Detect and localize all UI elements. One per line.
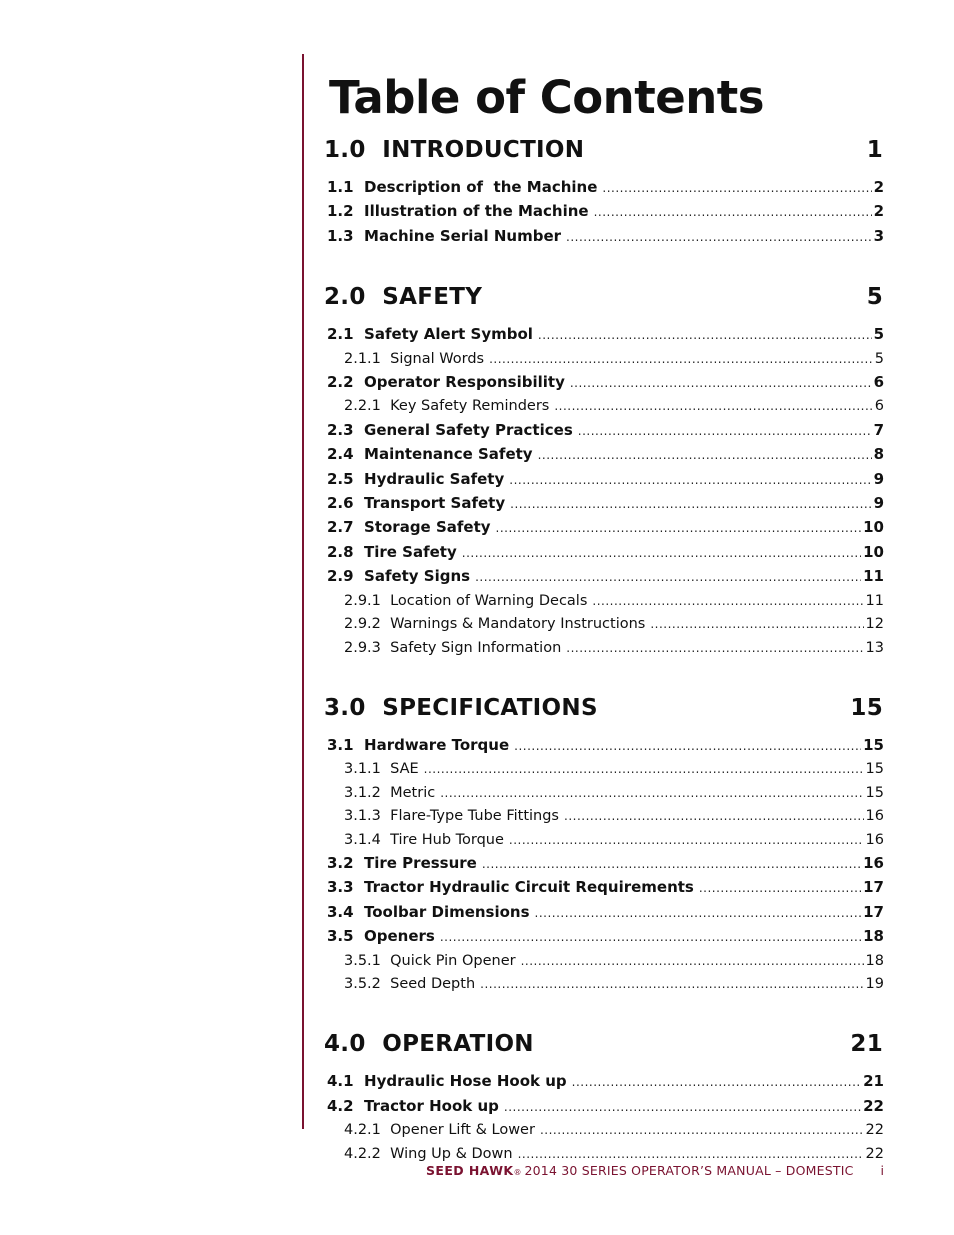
toc-entry-label: 2.9 Safety Signs	[327, 567, 471, 586]
dot-leader	[592, 590, 863, 613]
toc-entry-label: 2.2.1 Key Safety Reminders	[344, 398, 550, 415]
footer-brand: SEED HAWK	[426, 1163, 514, 1178]
toc-entry-page: 16	[865, 831, 884, 848]
toc-entry-label: 3.1.1 SAE	[344, 761, 419, 778]
section-heading-label: 2.0 SAFETY	[324, 284, 483, 311]
dot-leader	[510, 493, 871, 516]
toc-entry-label: 3.4 Toolbar Dimensions	[327, 902, 530, 921]
dot-leader	[650, 613, 863, 636]
toc-subentry[interactable]	[324, 1119, 884, 1142]
toc-entry-label: 3.5 Openers	[327, 927, 435, 946]
toc-entry[interactable]	[324, 876, 884, 900]
dot-leader	[440, 926, 861, 949]
dot-leader	[566, 637, 863, 660]
toc-entry[interactable]	[324, 925, 884, 949]
dot-leader	[521, 950, 864, 973]
section-heading-page: 21	[850, 1031, 883, 1058]
dot-leader	[540, 1119, 864, 1142]
toc-entry-label: 2.4 Maintenance Safety	[327, 445, 533, 464]
toc-entry-label: 2.8 Tire Safety	[327, 542, 457, 561]
toc-entry-page: 10	[863, 542, 884, 561]
toc-subentry[interactable]	[324, 637, 884, 660]
toc-entry-label: 3.5.2 Seed Depth	[344, 975, 476, 992]
toc-entry-label: 4.1 Hydraulic Hose Hook up	[327, 1072, 567, 1091]
toc-entry[interactable]	[324, 443, 884, 467]
toc-entry-page: 7	[873, 420, 884, 439]
toc-subentry[interactable]	[324, 758, 884, 781]
toc-entry[interactable]	[324, 852, 884, 876]
toc-entry-label: 2.1 Safety Alert Symbol	[327, 325, 533, 344]
section-heading-page: 15	[850, 694, 883, 721]
toc-entry-label: 3.1.2 Metric	[344, 784, 436, 801]
toc-subentry[interactable]	[324, 782, 884, 805]
toc-entry[interactable]	[324, 541, 884, 565]
toc-entry-page: 18	[865, 952, 884, 969]
toc-entry-label: 2.6 Transport Safety	[327, 494, 506, 513]
toc-entry-page: 21	[863, 1072, 884, 1091]
toc-entry-label: 3.5.1 Quick Pin Opener	[344, 952, 516, 969]
toc-subentry[interactable]	[324, 590, 884, 613]
dot-leader	[564, 805, 864, 828]
toc-entry-page: 6	[873, 373, 884, 392]
dot-leader	[504, 1096, 861, 1119]
toc-entry-page: 2	[873, 178, 884, 196]
section-heading-page: 5	[866, 284, 883, 311]
toc-entry-page: 17	[863, 902, 884, 921]
toc-entry-label: 2.9.2 Warnings & Mandatory Instructions	[344, 616, 646, 633]
toc-entry-page: 15	[865, 761, 884, 778]
left-margin-rule	[302, 54, 304, 1129]
section-heading[interactable]	[324, 282, 884, 312]
toc-entry-page: 17	[863, 878, 884, 897]
toc-entry-page: 11	[865, 592, 884, 609]
dot-leader	[570, 372, 872, 395]
dot-leader	[475, 566, 861, 589]
dot-leader	[482, 853, 861, 876]
dot-leader	[424, 758, 864, 781]
toc-entry-label: 4.2.2 Wing Up & Down	[344, 1145, 513, 1162]
toc-entry-label: 4.2.1 Opener Lift & Lower	[344, 1122, 535, 1139]
toc-entry-page: 12	[865, 616, 884, 633]
toc-entry[interactable]	[324, 225, 884, 249]
section-heading[interactable]	[324, 135, 884, 165]
toc-entry-label: 3.1 Hardware Torque	[327, 735, 510, 754]
dot-leader	[489, 348, 873, 371]
toc-entry[interactable]	[324, 1095, 884, 1119]
toc-entry-page: 16	[865, 808, 884, 825]
toc-entry[interactable]	[324, 516, 884, 540]
page-title: Table of Contents	[329, 71, 765, 124]
toc-entry-label: 3.3 Tractor Hydraulic Circuit Requirements	[327, 878, 694, 897]
toc-entry-label: 3.1.4 Tire Hub Torque	[344, 831, 504, 848]
toc-entry-page: 6	[874, 398, 884, 415]
toc-entry[interactable]	[324, 176, 884, 200]
toc-entry-label: 2.3 General Safety Practices	[327, 420, 573, 439]
dot-leader	[509, 469, 871, 492]
toc-entry-label: 1.3 Machine Serial Number	[327, 226, 562, 245]
toc-entry[interactable]	[324, 468, 884, 492]
toc-entry[interactable]	[324, 200, 884, 224]
dot-leader	[594, 201, 872, 224]
dot-leader	[514, 735, 861, 758]
page-footer	[426, 1163, 884, 1178]
dot-leader	[462, 542, 861, 565]
toc-entry[interactable]	[324, 492, 884, 516]
toc-entry-page: 9	[873, 469, 884, 488]
toc-subentry[interactable]	[324, 829, 884, 852]
toc-entry[interactable]	[324, 1070, 884, 1094]
toc-entry-page: 3	[873, 226, 884, 245]
dot-leader	[480, 973, 863, 996]
toc-entry-page: 22	[863, 1096, 884, 1115]
toc-entry-page: 22	[865, 1145, 884, 1162]
toc-entry[interactable]	[324, 323, 884, 347]
toc-entry-label: 2.9.3 Safety Sign Information	[344, 639, 562, 656]
footer-page-number: i	[880, 1163, 884, 1178]
toc-entry-page: 15	[863, 735, 884, 754]
toc-entry-page: 2	[873, 202, 884, 221]
toc-entry[interactable]	[324, 565, 884, 589]
toc-entry-label: 1.1 Description of the Machine	[327, 178, 598, 196]
toc-subentry[interactable]	[324, 950, 884, 973]
toc-entry[interactable]	[324, 419, 884, 443]
dot-leader	[538, 324, 872, 347]
dot-leader	[535, 902, 862, 925]
dot-leader	[566, 226, 872, 249]
toc-entry-page: 18	[863, 927, 884, 946]
table-of-contents	[324, 135, 884, 1166]
toc-entry-label: 2.5 Hydraulic Safety	[327, 469, 505, 488]
toc-entry-page: 9	[873, 494, 884, 513]
dot-leader	[572, 1071, 861, 1094]
section-heading-label: 1.0 INTRODUCTION	[324, 137, 585, 163]
dot-leader	[699, 877, 861, 900]
section-heading-page: 1	[866, 137, 883, 163]
toc-entry-label: 2.7 Storage Safety	[327, 518, 491, 537]
dot-leader	[538, 444, 872, 467]
toc-entry-page: 16	[863, 853, 884, 872]
toc-entry-page: 22	[865, 1122, 884, 1139]
toc-entry-label: 3.2 Tire Pressure	[327, 853, 477, 872]
toc-entry-page: 15	[865, 784, 884, 801]
toc-subentry[interactable]	[324, 348, 884, 371]
section-heading[interactable]	[324, 693, 884, 723]
toc-entry-page: 5	[874, 350, 884, 367]
toc-entry-page: 8	[873, 445, 884, 464]
dot-leader	[440, 782, 863, 805]
toc-entry-page: 10	[863, 518, 884, 537]
dot-leader	[509, 829, 864, 852]
toc-entry[interactable]	[324, 734, 884, 758]
toc-entry-label: 2.9.1 Location of Warning Decals	[344, 592, 588, 609]
toc-entry[interactable]	[324, 371, 884, 395]
toc-subentry[interactable]	[324, 613, 884, 636]
footer-manual-title: 2014 30 SERIES OPERATOR’S MANUAL – DOMESTIC	[524, 1163, 854, 1178]
registered-mark: ®	[513, 1168, 522, 1177]
toc-entry-page: 19	[865, 975, 884, 992]
toc-entry-page: 11	[863, 567, 884, 586]
toc-entry[interactable]	[324, 901, 884, 925]
dot-leader	[578, 420, 872, 443]
toc-subentry[interactable]	[324, 395, 884, 418]
toc-subentry[interactable]	[324, 973, 884, 996]
toc-entry-label: 4.2 Tractor Hook up	[327, 1096, 499, 1115]
toc-entry-page: 13	[865, 639, 884, 656]
toc-entry-page: 5	[873, 325, 884, 344]
dot-leader	[554, 395, 872, 418]
toc-entry-label: 2.2 Operator Responsibility	[327, 373, 565, 392]
section-heading-label: 3.0 SPECIFICATIONS	[324, 694, 598, 721]
toc-subentry[interactable]	[324, 805, 884, 828]
dot-leader	[496, 517, 862, 540]
toc-entry-label: 1.2 Illustration of the Machine	[327, 202, 589, 221]
section-heading[interactable]	[324, 1029, 884, 1059]
toc-entry-label: 3.1.3 Flare-Type Tube Fittings	[344, 808, 559, 825]
toc-entry-label: 2.1.1 Signal Words	[344, 350, 485, 367]
section-heading-label: 4.0 OPERATION	[324, 1031, 534, 1058]
dot-leader	[602, 177, 871, 200]
